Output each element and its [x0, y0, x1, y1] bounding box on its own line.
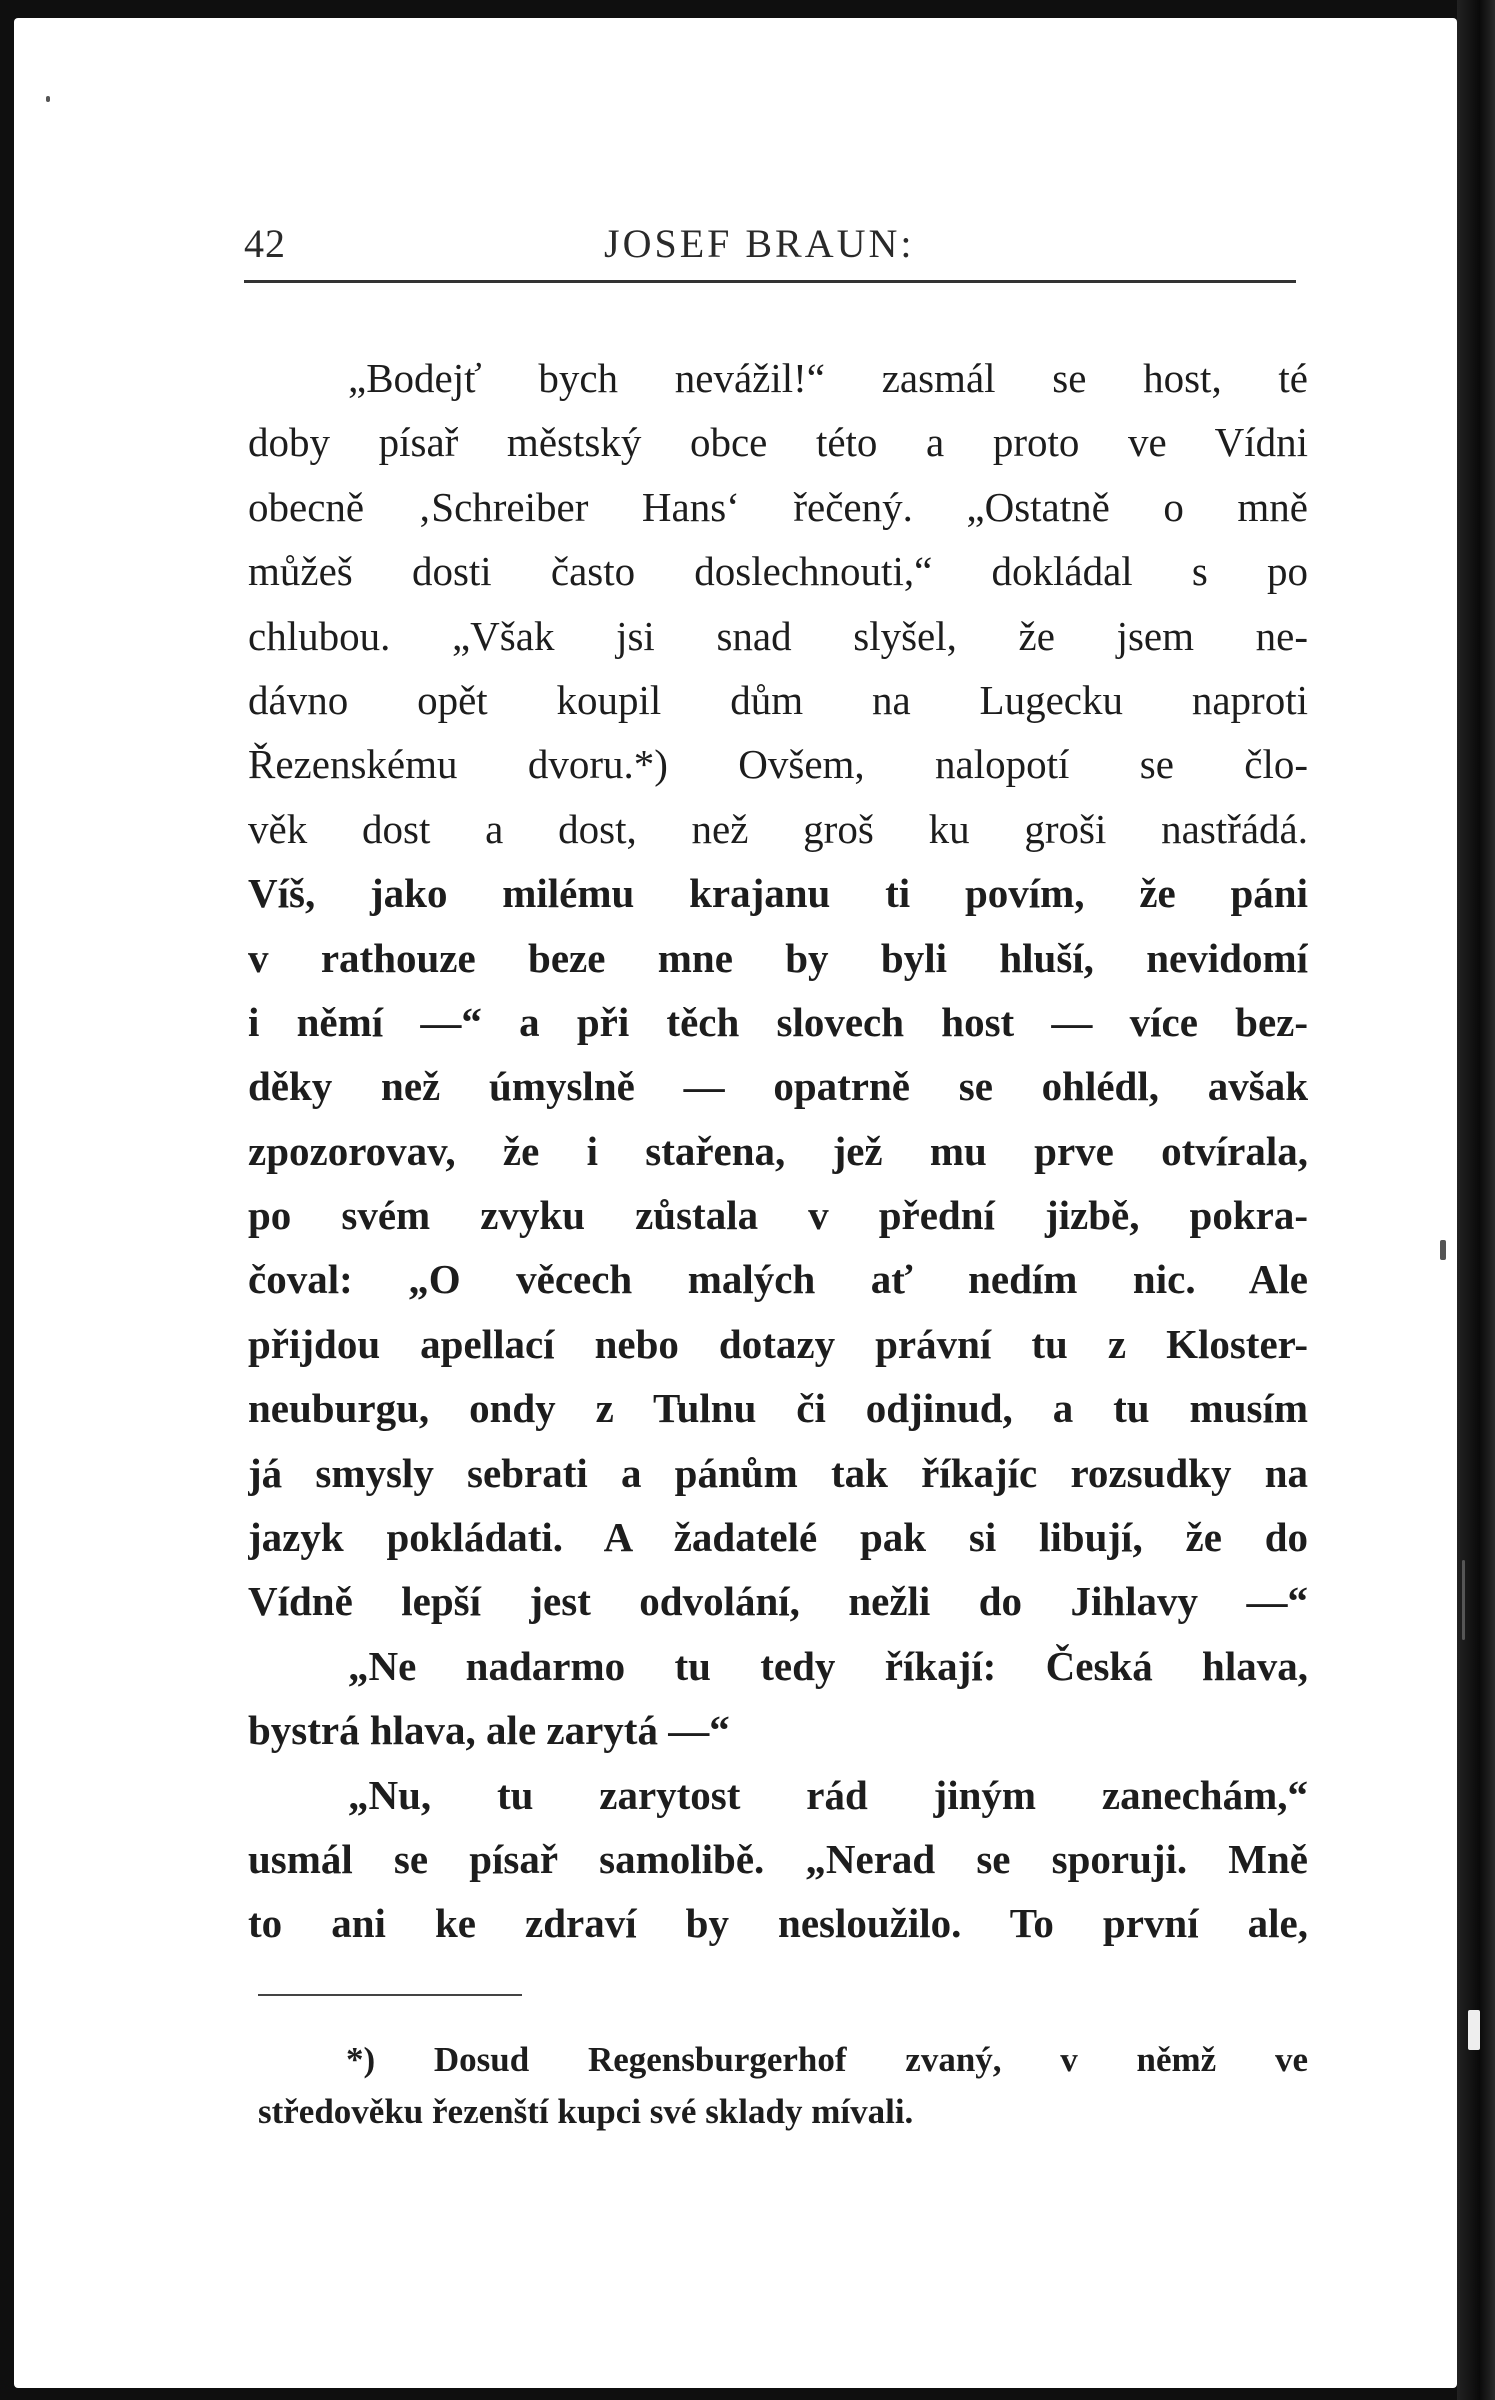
- text-line: já smysly sebrati a pánům tak říkajíc rozsudky na: [248, 1449, 1308, 1496]
- text-line: zpozorovav, že i stařena, jež mu prve otvírala,: [248, 1127, 1308, 1174]
- footnote: [258, 2034, 1308, 2138]
- header-rule: [244, 280, 1296, 283]
- text-line: to ani ke zdraví by nesloužilo. To první ale,: [248, 1900, 1308, 1947]
- text-line: Vídně lepší jest odvolání, nežli do Jihlavy —“: [248, 1578, 1308, 1625]
- text-line: „Nu, tu zarytost rád jiným zanechám,“: [348, 1771, 1308, 1818]
- text-line: jazyk pokládati. A žadatelé pak si libují, že do: [248, 1514, 1308, 1561]
- scan-speck: [1462, 1560, 1465, 1640]
- text-line: děky než úmyslně — opatrně se ohlédl, avšak: [248, 1063, 1308, 1110]
- text-line: věk dost a dost, než groš ku groši nastřádá.: [248, 805, 1308, 852]
- scan-speck: [1440, 1240, 1446, 1260]
- text-line: usmál se písař samolibě. „Nerad se sporuji. Mně: [248, 1835, 1308, 1882]
- text-line: „Bodejť bych nevážil!“ zasmál se host, té: [348, 355, 1308, 401]
- scan-speck: [1468, 2010, 1480, 2050]
- page-number: 42: [244, 221, 286, 266]
- text-line: obecně ‚Schreiber Hans‘ řečený. „Ostatně o mně: [248, 483, 1308, 530]
- text-line: i němí —“ a při těch slovech host — více bez-: [248, 998, 1308, 1045]
- text-line: přijdou apellací nebo dotazy právní tu z Kloster-: [248, 1320, 1308, 1367]
- footnote-line: středověku řezenští kupci své sklady mívali.: [258, 2092, 914, 2131]
- footnote-rule: [258, 1994, 522, 1996]
- text-line: v rathouze beze mne by byli hluší, nevidomí: [248, 934, 1308, 981]
- running-head: JOSEF BRAUN:: [604, 221, 915, 266]
- page-header: [244, 214, 1294, 274]
- text-line: neuburgu, ondy z Tulnu či odjinud, a tu musím: [248, 1385, 1308, 1432]
- footnote-line: *) Dosud Regensburgerhof zvaný, v němž ve: [346, 2040, 1308, 2079]
- text-line: bystrá hlava, ale zarytá —“: [248, 1707, 730, 1754]
- text-line: „Ne nadarmo tu tedy říkají: Česká hlava,: [348, 1642, 1308, 1689]
- body-text: [248, 346, 1308, 1956]
- text-line: čoval: „O věcech malých ať nedím nic. Ale: [248, 1256, 1308, 1303]
- text-line: chlubou. „Však jsi snad slyšel, že jsem ne-: [248, 612, 1308, 659]
- text-line: můžeš dosti často doslechnouti,“ dokládal s po: [248, 548, 1308, 595]
- text-line: Víš, jako milému krajanu ti povím, že páni: [248, 870, 1308, 917]
- text-line: po svém zvyku zůstala v přední jizbě, pokra-: [248, 1192, 1308, 1239]
- text-line: dávno opět koupil dům na Lugecku naproti: [248, 676, 1308, 723]
- text-line: doby písař městský obce této a proto ve Vídni: [248, 419, 1308, 466]
- scan-speck: [46, 96, 50, 102]
- text-line: Řezenskému dvoru.*) Ovšem, nalopotí se člo-: [248, 741, 1308, 788]
